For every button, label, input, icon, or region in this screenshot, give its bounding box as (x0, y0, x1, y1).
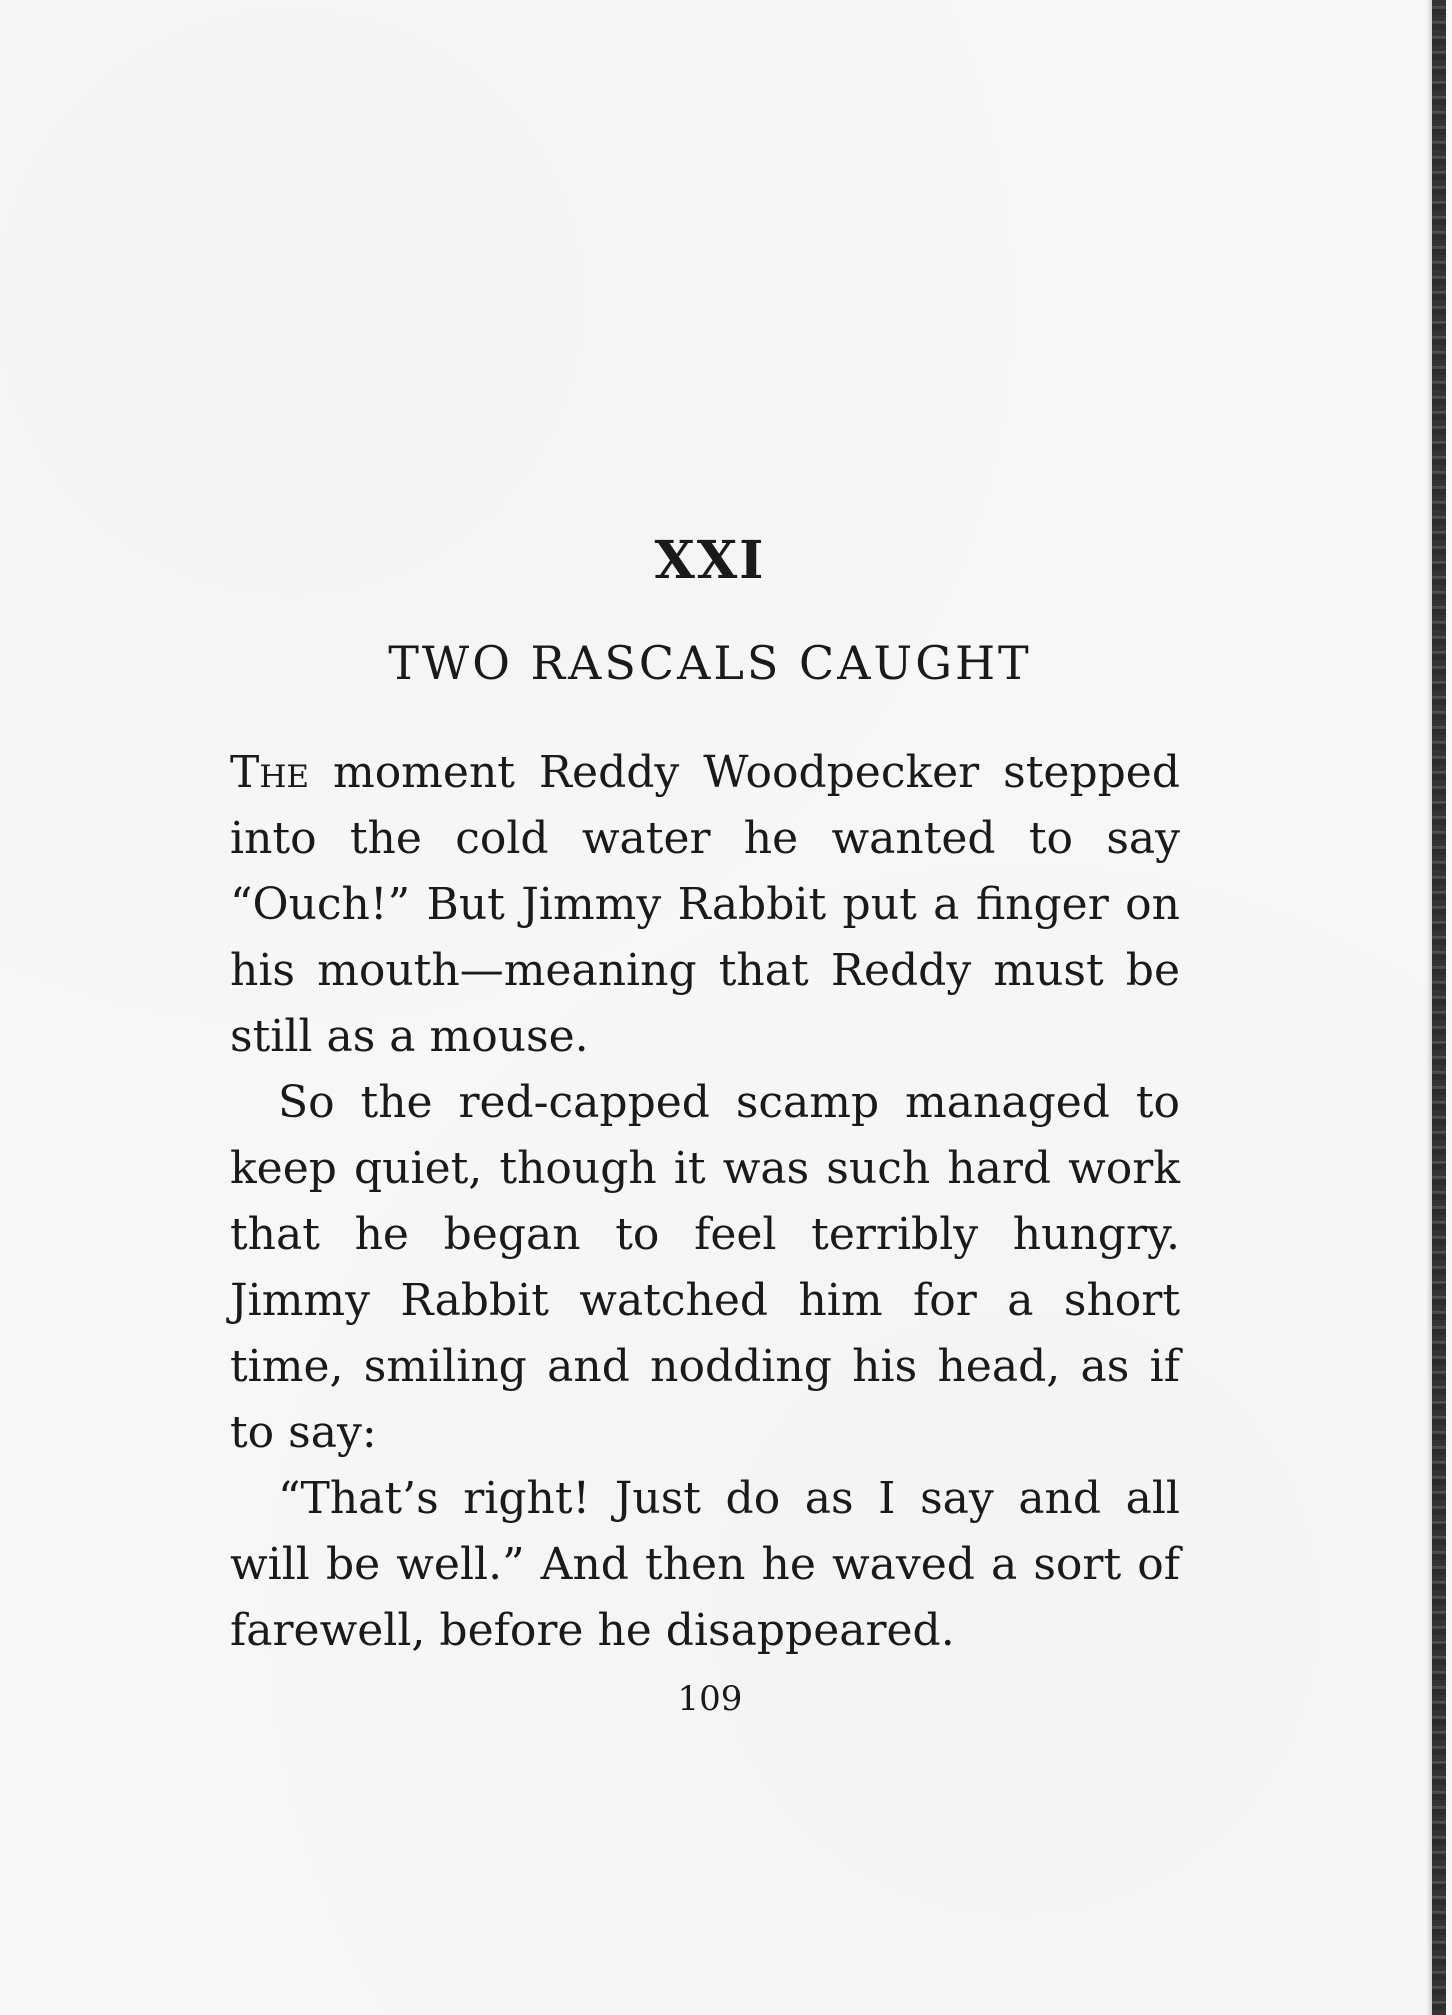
chapter-number: XXI (654, 530, 766, 591)
chapter-title: TWO RASCALS CAUGHT (388, 636, 1032, 690)
page-edge-binding (1432, 0, 1446, 2015)
paragraph-1 (230, 740, 1180, 1070)
paragraph-2: So the red-capped scamp managed to keep quiet, though it was such hard work that he began to feel terribly hungry. Jimmy Rabbit watched him for a short time, smiling and nodding his head, as if to say: (230, 1077, 1180, 1458)
paragraph-lead-word: The (230, 747, 310, 798)
page-number: 109 (677, 1679, 743, 1719)
paragraph-1-text: moment Reddy Woodpecker stepped into the cold water he wanted to say “Ouch!” But Jimmy Rabbit put a finger on his mouth—meaning that Reddy must be still as a mouse. (230, 747, 1180, 1062)
paragraph-3: “That’s right! Just do as I say and all will be well.” And then he waved a sort of farewell, before he disappeared. (230, 1473, 1180, 1656)
body-text (230, 740, 1180, 1664)
